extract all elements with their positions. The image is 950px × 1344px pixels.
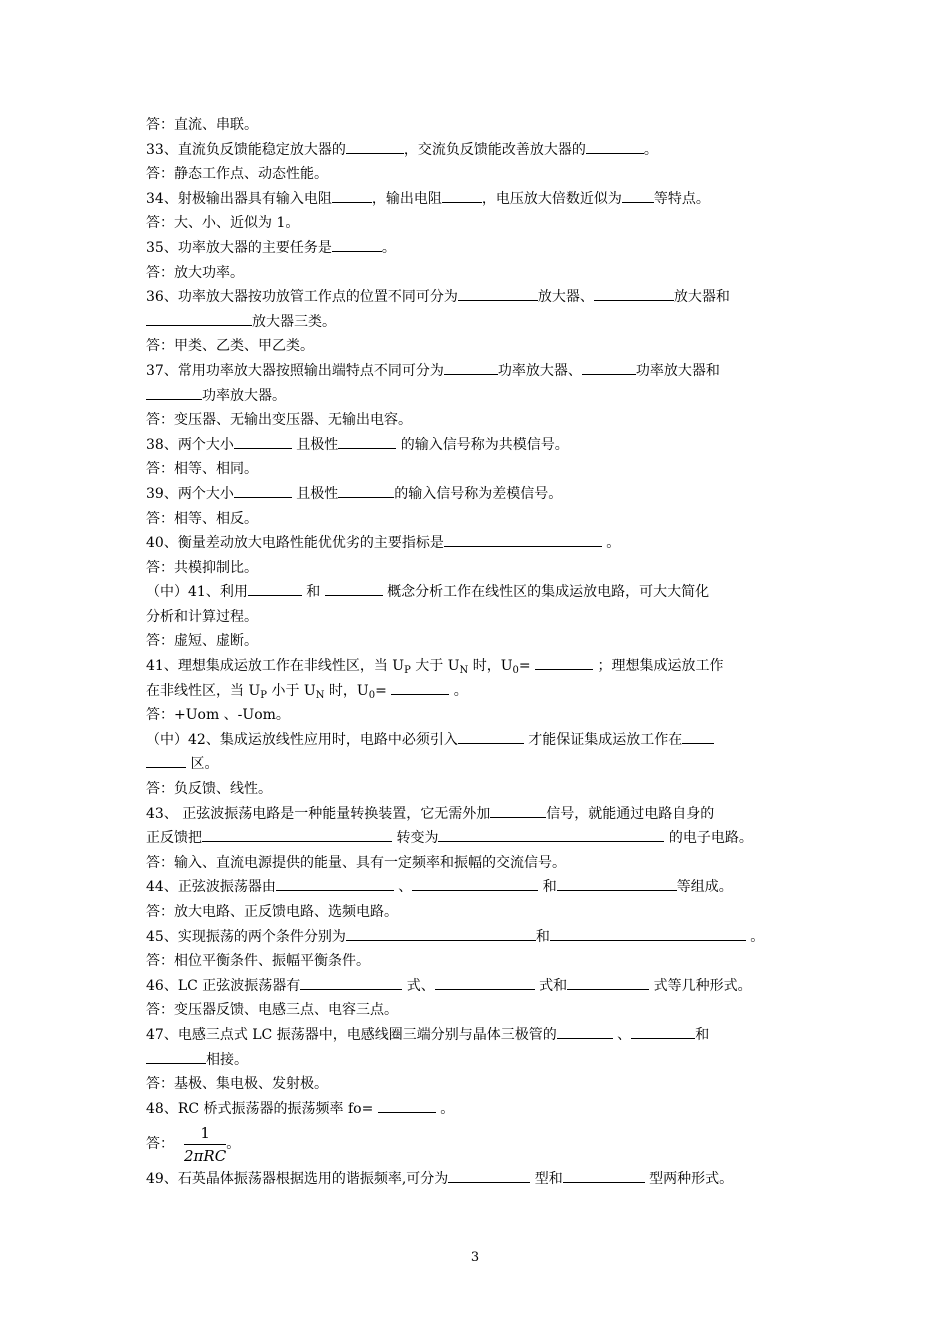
line-text: 33、直流负反馈能稳定放大器的 bbox=[146, 141, 346, 158]
text-line bbox=[146, 310, 812, 335]
symbol-text: $U_0$ bbox=[356, 682, 376, 701]
line-text: （中）41、利用 bbox=[146, 584, 248, 601]
fraction-denominator: 2πRC bbox=[184, 1146, 227, 1165]
line-text: 38、两个大小 bbox=[146, 436, 234, 453]
answer-blank bbox=[563, 1168, 645, 1183]
line-text: 和 bbox=[535, 928, 550, 945]
answer-blank bbox=[391, 680, 449, 695]
question-49-line bbox=[146, 1167, 812, 1192]
text-line bbox=[146, 162, 812, 187]
line-text: 式和 bbox=[534, 977, 568, 994]
answer-blank bbox=[444, 360, 498, 375]
line-text: 答：基极、集电极、发射极。 bbox=[146, 1076, 328, 1093]
text-line bbox=[146, 211, 812, 236]
text-line bbox=[146, 285, 812, 310]
line-text: 放大器和 bbox=[673, 289, 730, 306]
line-text: 答：变压器、无输出变压器、无输出电容。 bbox=[146, 412, 412, 429]
line-text: 答：+Uom 、-Uom。 bbox=[146, 707, 290, 724]
line-text: 49、石英晶体振荡器根据选用的谐振频率,可分为 bbox=[146, 1171, 449, 1188]
text-line bbox=[146, 629, 812, 654]
formula-suffix: 。 bbox=[226, 1136, 241, 1153]
text-line bbox=[146, 113, 812, 138]
text-line bbox=[146, 851, 812, 876]
answer-blank bbox=[325, 581, 383, 596]
text-line bbox=[146, 900, 812, 925]
line-text: 答：直流、串联。 bbox=[146, 117, 258, 133]
line-text: 答：相等、相同。 bbox=[146, 461, 258, 478]
answer-blank bbox=[346, 139, 404, 154]
answer-blank bbox=[202, 827, 392, 842]
text-line bbox=[146, 334, 812, 359]
text-line bbox=[146, 531, 812, 556]
answer-blank bbox=[234, 434, 292, 449]
text-line bbox=[146, 408, 812, 433]
line-text: 和 bbox=[695, 1026, 710, 1043]
line-text: 答：相等、相反。 bbox=[146, 510, 258, 527]
line-text: 放大器、 bbox=[537, 289, 594, 306]
answer-blank bbox=[567, 975, 649, 990]
line-text: 功率放大器和 bbox=[635, 362, 720, 379]
answer-blank bbox=[631, 1024, 695, 1039]
answer-blank bbox=[248, 581, 302, 596]
line-text: 且极性 bbox=[291, 485, 339, 502]
line-text: 。 bbox=[745, 928, 765, 945]
line-text: 、 bbox=[393, 879, 413, 896]
line-text: （中）42、集成运放线性应用时，电路中必须引入 bbox=[146, 731, 458, 748]
line-text: 35、功率放大器的主要任务是 bbox=[146, 239, 332, 256]
line-text: ，交流负反馈能改善放大器的 bbox=[403, 141, 586, 158]
text-line bbox=[146, 875, 812, 900]
line-text: 转变为 bbox=[392, 830, 439, 847]
line-text: 概念分析工作在线性区的集成运放电路，可大大简化 bbox=[382, 584, 710, 601]
line-text: 才能保证集成运放工作在 bbox=[523, 731, 683, 748]
answer-blank bbox=[557, 1024, 613, 1039]
answer-blank bbox=[435, 975, 535, 990]
line-text: 答：放大功率。 bbox=[146, 264, 244, 281]
line-text: 答：虚短、虚断。 bbox=[146, 633, 258, 650]
text-line bbox=[146, 703, 812, 728]
text-line bbox=[146, 359, 812, 384]
line-text: 区。 bbox=[186, 756, 219, 773]
text-line bbox=[146, 580, 812, 605]
symbol-text: $U_P$ bbox=[248, 682, 267, 701]
line-text: 正反馈把 bbox=[146, 830, 202, 847]
line-text: 答：负反馈、线性。 bbox=[146, 781, 272, 798]
document-lines bbox=[146, 113, 812, 1121]
line-text: 答：相位平衡条件、振幅平衡条件。 bbox=[146, 953, 370, 970]
line-text: 44、正弦波振荡器由 bbox=[146, 879, 276, 896]
line-text: 时， bbox=[324, 682, 357, 699]
text-line bbox=[146, 1048, 812, 1073]
line-text: 。 bbox=[381, 239, 396, 256]
answer-blank bbox=[682, 729, 714, 744]
text-line bbox=[146, 777, 812, 802]
line-text: 型和 bbox=[530, 1171, 563, 1188]
answer-blank bbox=[458, 729, 524, 744]
line-text: 37、常用功率放大器按照输出端特点不同可分为 bbox=[146, 362, 444, 379]
text-line bbox=[146, 679, 812, 704]
line-text: 答：大、小、近似为 1。 bbox=[146, 215, 300, 232]
line-text: 答：放大电路、正反馈电路、选频电路。 bbox=[146, 904, 398, 920]
text-line bbox=[146, 138, 812, 163]
symbol-text: $U_0$ bbox=[500, 658, 519, 677]
answer-blank bbox=[622, 188, 654, 203]
answer-blank bbox=[346, 926, 536, 941]
line-text: 46、LC 正弦波振荡器有 bbox=[146, 977, 301, 994]
line-text: 答：静态工作点、动态性能。 bbox=[146, 166, 328, 183]
answer-blank bbox=[412, 876, 538, 891]
text-line bbox=[146, 457, 812, 482]
answer-blank bbox=[444, 532, 602, 547]
line-text: 。 bbox=[449, 682, 468, 699]
answer-blank bbox=[490, 803, 546, 818]
symbol-text: $U_N$ bbox=[303, 682, 325, 701]
line-text: 在非线性区，当 bbox=[146, 682, 249, 699]
text-line bbox=[146, 384, 812, 409]
text-line bbox=[146, 752, 812, 777]
line-text: 40、衡量差动放大电路性能优优劣的主要指标是 bbox=[146, 535, 444, 552]
answer-blank bbox=[550, 926, 746, 941]
line-text: 48、RC 桥式振荡器的振荡频率 fo= bbox=[146, 1100, 378, 1117]
line-text: 相接。 bbox=[206, 1051, 248, 1068]
answer-blank bbox=[338, 483, 394, 498]
line-text: 式、 bbox=[402, 977, 435, 994]
line-text: ，电压放大倍数近似为 bbox=[481, 190, 622, 207]
answer-blank bbox=[332, 188, 372, 203]
line-text: 大于 bbox=[410, 658, 448, 675]
text-line bbox=[146, 654, 812, 679]
line-text: ；理想集成运放工作 bbox=[593, 658, 724, 675]
answer-blank bbox=[378, 1098, 436, 1113]
line-text: 。 bbox=[643, 141, 658, 158]
line-text: 等特点。 bbox=[653, 190, 710, 207]
line-text: 45、实现振荡的两个条件分别为 bbox=[146, 928, 346, 945]
text-line bbox=[146, 556, 812, 581]
line-text: 36、功率放大器按功放管工作点的位置不同可分为 bbox=[146, 289, 458, 306]
line-text: 和 bbox=[301, 584, 325, 601]
text-line bbox=[146, 949, 812, 974]
line-text: = bbox=[518, 658, 536, 675]
line-text: 功率放大器、 bbox=[497, 362, 582, 379]
line-text: 答：甲类、乙类、甲乙类。 bbox=[146, 338, 314, 355]
text-line bbox=[146, 802, 812, 827]
line-text: 答：输入、直流电源提供的能量、具有一定频率和振幅的交流信号。 bbox=[146, 854, 566, 871]
line-text: 41、理想集成运放工作在非线性区，当 bbox=[146, 658, 393, 675]
text-line bbox=[146, 1023, 812, 1048]
answer-blank bbox=[586, 139, 644, 154]
answer-blank bbox=[332, 237, 382, 252]
answer-blank bbox=[442, 188, 482, 203]
answer-blank bbox=[557, 876, 677, 891]
document-page bbox=[146, 113, 812, 1192]
text-line bbox=[146, 482, 812, 507]
symbol-text: $U_P$ bbox=[392, 658, 411, 677]
answer-blank bbox=[300, 975, 402, 990]
answer-blank bbox=[338, 434, 396, 449]
line-text: ，输出电阻 bbox=[371, 190, 442, 207]
answer-blank bbox=[535, 655, 593, 670]
page-number: 3 bbox=[470, 1250, 480, 1265]
line-text: 式等几种形式。 bbox=[649, 977, 752, 994]
line-text: 34、射极输出器具有输入电阻 bbox=[146, 190, 332, 207]
answer-blank bbox=[594, 286, 674, 301]
line-text: 答：变压器反馈、电感三点、电容三点。 bbox=[146, 1002, 398, 1019]
fraction-formula bbox=[184, 1122, 226, 1167]
text-line bbox=[146, 605, 812, 630]
text-line bbox=[146, 433, 812, 458]
answer-blank bbox=[438, 827, 664, 842]
fraction-numerator: 1 bbox=[184, 1122, 226, 1145]
text-line bbox=[146, 236, 812, 261]
formula-prefix: 答： bbox=[146, 1136, 174, 1153]
text-line bbox=[146, 187, 812, 212]
line-text: 信号，就能通过电路自身的 bbox=[546, 805, 715, 822]
text-line bbox=[146, 1072, 812, 1097]
symbol-text: $U_N$ bbox=[447, 658, 469, 677]
line-text: 的电子电路。 bbox=[664, 830, 753, 847]
formula-answer-line bbox=[146, 1121, 812, 1167]
line-text: 分析和计算过程。 bbox=[146, 608, 258, 625]
line-text: 型两种形式。 bbox=[644, 1171, 734, 1188]
line-text: 。 bbox=[435, 1100, 455, 1117]
answer-blank bbox=[146, 385, 202, 400]
text-line bbox=[146, 261, 812, 286]
answer-blank bbox=[146, 311, 252, 326]
line-text: 功率放大器。 bbox=[202, 387, 286, 404]
line-text: 且极性 bbox=[291, 436, 339, 453]
answer-blank bbox=[458, 286, 538, 301]
line-text: 等组成。 bbox=[676, 879, 733, 896]
answer-blank bbox=[276, 876, 394, 891]
text-line bbox=[146, 507, 812, 532]
line-text: 和 bbox=[538, 879, 557, 896]
line-text: 39、两个大小 bbox=[146, 485, 234, 502]
text-line bbox=[146, 1097, 812, 1122]
text-line bbox=[146, 974, 812, 999]
line-text: 47、电感三点式 LC 振荡器中，电感线圈三端分别与晶体三极管的 bbox=[146, 1026, 557, 1043]
line-text: 时， bbox=[468, 658, 501, 675]
text-line bbox=[146, 925, 812, 950]
line-text: 答：共模抑制比。 bbox=[146, 559, 258, 576]
line-text: = bbox=[375, 682, 392, 699]
line-text: 放大器三类。 bbox=[252, 313, 336, 330]
answer-blank bbox=[234, 483, 292, 498]
text-line bbox=[146, 826, 812, 851]
line-text: 。 bbox=[601, 535, 621, 552]
line-text: 43、 正弦波振荡电路是一种能量转换装置，它无需外加 bbox=[146, 805, 491, 822]
line-text: 小于 bbox=[267, 682, 304, 699]
answer-blank bbox=[146, 1049, 206, 1064]
text-line bbox=[146, 998, 812, 1023]
line-text: 、 bbox=[612, 1026, 632, 1043]
line-text: 的输入信号称为共模信号。 bbox=[396, 436, 569, 453]
answer-blank bbox=[582, 360, 636, 375]
line-text: 的输入信号称为差模信号。 bbox=[394, 485, 563, 502]
answer-blank bbox=[146, 753, 186, 768]
answer-blank bbox=[448, 1168, 530, 1183]
text-line bbox=[146, 728, 812, 753]
